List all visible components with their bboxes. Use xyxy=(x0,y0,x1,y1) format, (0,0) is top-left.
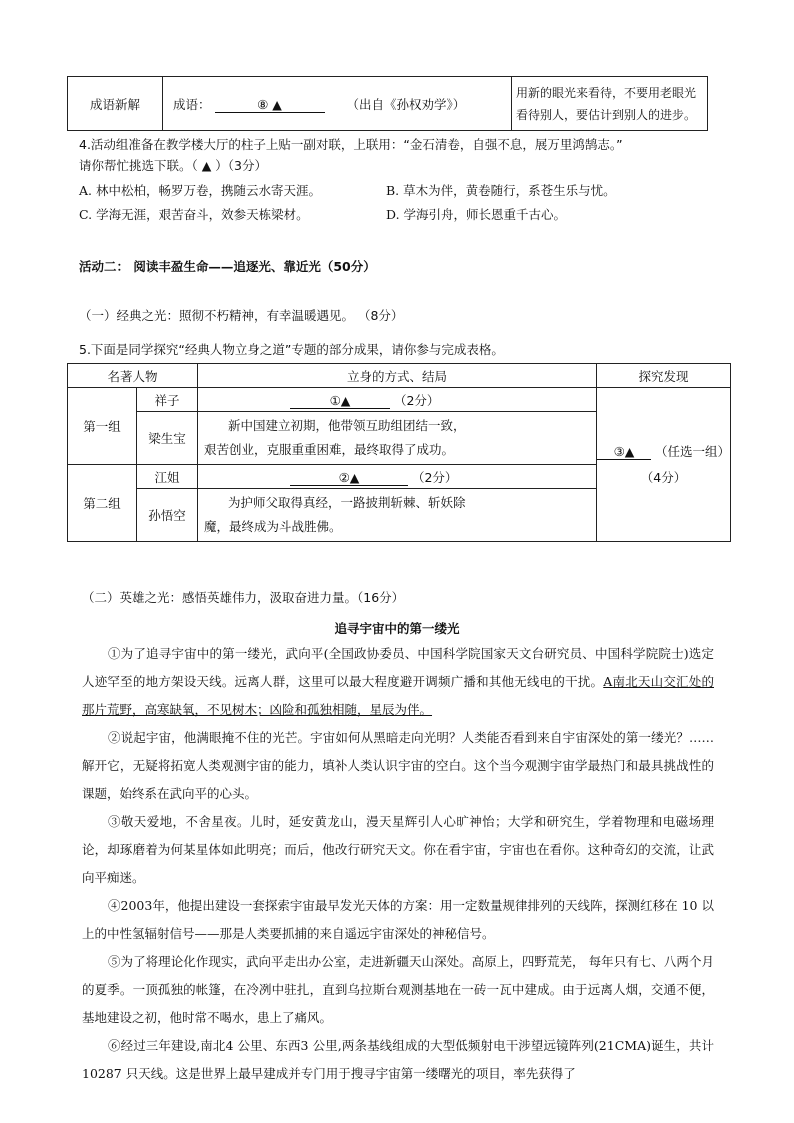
article-title: 追寻宇宙中的第一缕光 xyxy=(334,621,460,636)
paragraph-1-main: ①为了追寻宇宙中的第一缕光，武向平(全国政协委员、中国科学院国家天文台研究员、中国科学院院士)选定人迹罕至的地方架设天线。远离人群，这里可以最大程度避开调频广播和其他无线电的干扰。 xyxy=(82,646,714,689)
q5-header-findings: 探究发现 xyxy=(597,364,731,388)
q5-blank-3[interactable]: ③▲ xyxy=(597,445,651,460)
q4-option-c[interactable]: C. 学海无涯，艰苦奋斗，效参天栋梁材。 xyxy=(79,207,309,222)
q5-swk-text xyxy=(198,489,597,542)
q5-score-2: （2分） xyxy=(411,469,458,485)
q5-name-swk: 孙悟空 xyxy=(137,489,198,542)
idiom-answer-blank[interactable]: ⑧ ▲ xyxy=(215,98,325,113)
article-body xyxy=(82,640,714,1088)
q5-swk-line1: 为护师父取得真经，一路披荆斩棘、斩妖除 xyxy=(228,495,466,510)
paragraph-3: ③敬天爱地，不舍星夜。儿时，延安黄龙山，漫天星辉引人心旷神怡；大学和研究生，学着物理和电磁场理论，却琢磨着为何某星体如此明亮；而后，他改行研究天文。你在看宇宙，宇宙也在看你。这种奇幻的交流，让武向平痴迷。 xyxy=(82,814,714,885)
q5-name-xiangzi: 祥子 xyxy=(137,388,198,412)
q5-lsb-line1: 新中国建立初期，他带领互助组团结一致， xyxy=(228,418,466,433)
idiom-source: （出自《孙权劝学》） xyxy=(346,96,466,112)
idiom-table-label: 成语新解 xyxy=(68,77,163,131)
paragraph-1-underlined: A南北天山交汇处的那片荒野，高寒缺氧，不见树木；凶险和孤独相随，星辰为伴。 xyxy=(82,674,714,717)
idiom-table-content xyxy=(163,77,512,131)
q5-lsb-text xyxy=(198,412,597,465)
q4-stem-line1: 4.活动组准备在教学楼大厅的柱子上贴一副对联，上联用：“金石清卷，自强不息，展万里鸿鹄志。” xyxy=(79,137,623,152)
q5-swk-line2: 魔，最终成为斗战胜佛。 xyxy=(204,519,342,534)
q5-jiangjie-cell xyxy=(198,465,597,489)
paragraph-4: ④2003年，他提出建设一套探索宇宙最早发光天体的方案：用一定数量规律排列的天线阵，探测红移在 10 以上的中性氢辐射信号——那是人类要抓捕的来自遥远宇宙深处的神秘信号。 xyxy=(82,898,714,941)
q5-table xyxy=(67,363,731,542)
q4-option-b[interactable]: B. 草木为伴，黄卷随行，系苍生乐与忧。 xyxy=(386,183,616,198)
idiom-meaning: 用新的眼光来看待，不要用老眼光看待别人，要估计到别人的进步。 xyxy=(512,77,708,131)
q5-score-1: （2分） xyxy=(393,392,440,408)
q4-option-a[interactable]: A. 林中松柏，畅罗万卷，携随云水寄天涯。 xyxy=(79,183,321,198)
q5-name-lsb: 梁生宝 xyxy=(137,412,198,465)
q5-findings-cell xyxy=(597,388,731,542)
idiom-prefix: 成语： xyxy=(173,96,211,112)
q5-lsb-line2: 艰苦创业，克服重重困难，最终取得了成功。 xyxy=(204,442,455,457)
q5-group1: 第一组 xyxy=(68,388,137,465)
activity2-title: 活动二： 阅读丰盈生命——追逐光、靠近光（50分） xyxy=(79,259,376,274)
q5-blank-1[interactable]: ①▲ xyxy=(290,394,390,409)
idiom-table xyxy=(67,76,708,131)
paragraph-1 xyxy=(82,640,714,724)
paragraph-5: ⑤为了将理论化作现实，武向平走出办公室，走进新疆天山深处。高原上，四野荒芜， 每年只有七、八两个月的夏季。一顶孤独的帐篷，在冷冽中驻扎，直到乌拉斯台观测基地在一砖一瓦中建成。由于远离人烟，交通不便，基地建设之初，他时常不喝水，患上了痛风。 xyxy=(82,954,714,1025)
section2-title: （二）英雄之光：感悟英雄伟力，汲取奋进力量。（16分） xyxy=(82,590,405,605)
q5-xiangzi-cell xyxy=(198,388,597,412)
q5-finding-note: （任选一组） xyxy=(655,443,731,459)
q5-finding-score: （4分） xyxy=(640,469,687,485)
q5-header-names: 名著人物 xyxy=(68,364,198,388)
q4-option-d[interactable]: D. 学海引舟，师长恩重千古心。 xyxy=(386,207,567,222)
q4-stem-line2: 请你帮忙挑选下联。（ ▲ ）（3分） xyxy=(79,158,268,173)
q5-name-jiangjie: 江姐 xyxy=(137,465,198,489)
paragraph-2: ②说起宇宙，他满眼掩不住的光芒。宇宙如何从黑暗走向光明？人类能否看到来自宇宙深处的第一缕光？……解开它，无疑将拓宽人类观测宇宙的能力，填补人类认识宇宙的空白。这个当今观测宇宙学最热门和最具挑战性的课题，始终系在武向平的心头。 xyxy=(82,730,714,801)
q5-group2: 第二组 xyxy=(68,465,137,542)
paragraph-6: ⑥经过三年建设,南北4 公里、东西3 公里,两条基线组成的大型低频射电干涉望远镜阵列(21CMA)诞生，共计 10287 只天线。这是世界上最早建成并专门用于搜寻宇宙第一缕曙光的项目，率先获得了 xyxy=(82,1038,714,1081)
section1-title: （一）经典之光：照彻不朽精神，有幸温暖遇见。 （8分） xyxy=(79,308,404,323)
q5-header-ways: 立身的方式、结局 xyxy=(198,364,597,388)
q5-blank-2[interactable]: ②▲ xyxy=(290,471,408,486)
q5-stem: 5.下面是同学探究“经典人物立身之道”专题的部分成果，请你参与完成表格。 xyxy=(79,342,504,357)
